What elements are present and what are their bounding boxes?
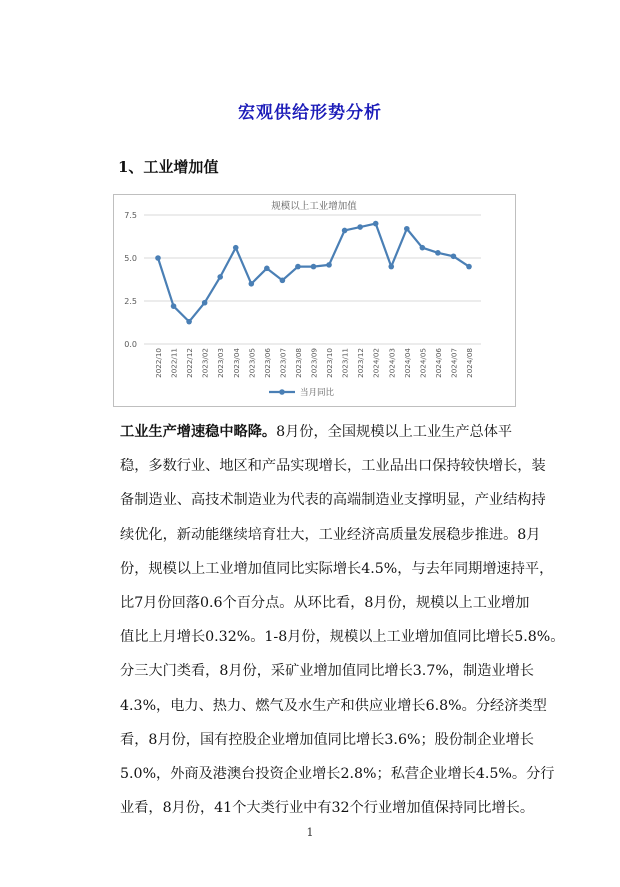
data-point (435, 250, 441, 256)
data-point (451, 253, 457, 259)
paragraph-line: 稳，多数行业、地区和产品实现增长，工业品出口保持较快增长，装 (120, 458, 546, 475)
series-line (158, 224, 469, 322)
data-point (326, 262, 332, 268)
x-tick-label: 2023/09 (309, 348, 319, 378)
chart-svg (114, 195, 515, 406)
data-point (373, 221, 379, 227)
data-point (388, 264, 394, 270)
paragraph-line: 5.0%，外商及港澳台投资企业增长2.8%；私营企业增长4.5%。分行 (120, 766, 555, 783)
paragraph-line: 分三大门类看，8月份，采矿业增加值同比增长3.7%，制造业增长 (120, 663, 534, 680)
data-point (155, 255, 161, 261)
data-point (342, 228, 348, 234)
x-tick-label: 2024/05 (418, 348, 428, 378)
x-tick-label: 2023/08 (293, 348, 303, 378)
x-tick-label: 2023/06 (262, 348, 272, 378)
data-point (295, 264, 301, 270)
body-paragraph (120, 415, 565, 825)
x-tick-label: 2022/11 (169, 348, 179, 378)
x-tick-label: 2024/02 (371, 348, 381, 378)
paragraph-line: 看，8月份，国有控股企业增加值同比增长3.6%；股份制企业增长 (120, 731, 534, 748)
x-tick-label: 2023/11 (340, 348, 350, 378)
data-point (264, 266, 270, 272)
x-tick-label: 2024/08 (465, 348, 474, 378)
data-point (171, 303, 177, 309)
paragraph-line: 值比上月增长0.32%。1-8月份，规模以上工业增加值同比增长5.8%。 (120, 629, 565, 646)
x-tick-label: 2023/07 (278, 348, 288, 378)
line-chart (113, 194, 516, 407)
legend-marker (279, 389, 285, 395)
paragraph-first-line-rest: 8月份，全国规模以上工业生产总体平 (276, 424, 513, 440)
x-tick-label: 2024/04 (402, 348, 412, 378)
y-tick-label: 7.5 (124, 211, 137, 220)
x-tick-label: 2023/05 (247, 348, 257, 378)
y-tick-label: 0.0 (124, 340, 137, 349)
data-point (233, 245, 239, 251)
data-point (186, 319, 192, 325)
paragraph-line: 4.3%，电力、热力、燃气及水生产和供应业增长6.8%。分经济类型 (120, 697, 547, 714)
paragraph-lead: 工业生产增速稳中略降。 (120, 424, 277, 440)
x-tick-label: 2023/12 (356, 348, 366, 378)
paragraph-line: 备制造业、高技术制造业为代表的高端制造业支撑明显，产业结构持 (120, 492, 546, 509)
x-tick-label: 2024/06 (433, 348, 443, 378)
x-tick-label: 2024/03 (387, 348, 397, 378)
x-tick-label: 2023/04 (231, 348, 241, 378)
data-point (249, 281, 255, 287)
data-point (420, 245, 426, 251)
data-point (466, 264, 472, 270)
x-tick-label: 2022/10 (154, 348, 163, 378)
data-point (202, 300, 208, 306)
section-heading: 1、工业增加值 (118, 158, 219, 176)
legend-label: 当月同比 (300, 388, 335, 398)
page-title: 宏观供给形势分析 (238, 103, 382, 123)
data-point (280, 278, 286, 284)
x-tick-label: 2023/02 (200, 348, 210, 378)
chart-title: 规模以上工业增加值 (271, 201, 357, 212)
data-point (404, 226, 410, 232)
x-tick-label: 2024/07 (449, 348, 459, 378)
paragraph-first-line (120, 415, 538, 449)
data-point (357, 224, 363, 230)
page-number: 1 (306, 826, 314, 839)
paragraph-line: 份，规模以上工业增加值同比实际增长4.5%，与去年同期增速持平， (120, 560, 554, 577)
paragraph-line: 续优化，新动能继续培育壮大，工业经济高质量发展稳步推进。8月 (120, 526, 541, 543)
x-tick-label: 2023/03 (216, 348, 226, 378)
data-point (217, 274, 223, 280)
paragraph-line: 比7月份回落0.6个百分点。从环比看，8月份，规模以上工业增加 (120, 595, 530, 612)
y-tick-label: 2.5 (124, 297, 137, 306)
y-tick-label: 5.0 (124, 254, 137, 263)
paragraph-line: 业看，8月份，41个大类行业中有32个行业增加值保持同比增长。 (120, 800, 535, 817)
data-point (311, 264, 317, 270)
x-tick-label: 2023/10 (325, 348, 335, 378)
x-tick-label: 2022/12 (185, 348, 195, 378)
